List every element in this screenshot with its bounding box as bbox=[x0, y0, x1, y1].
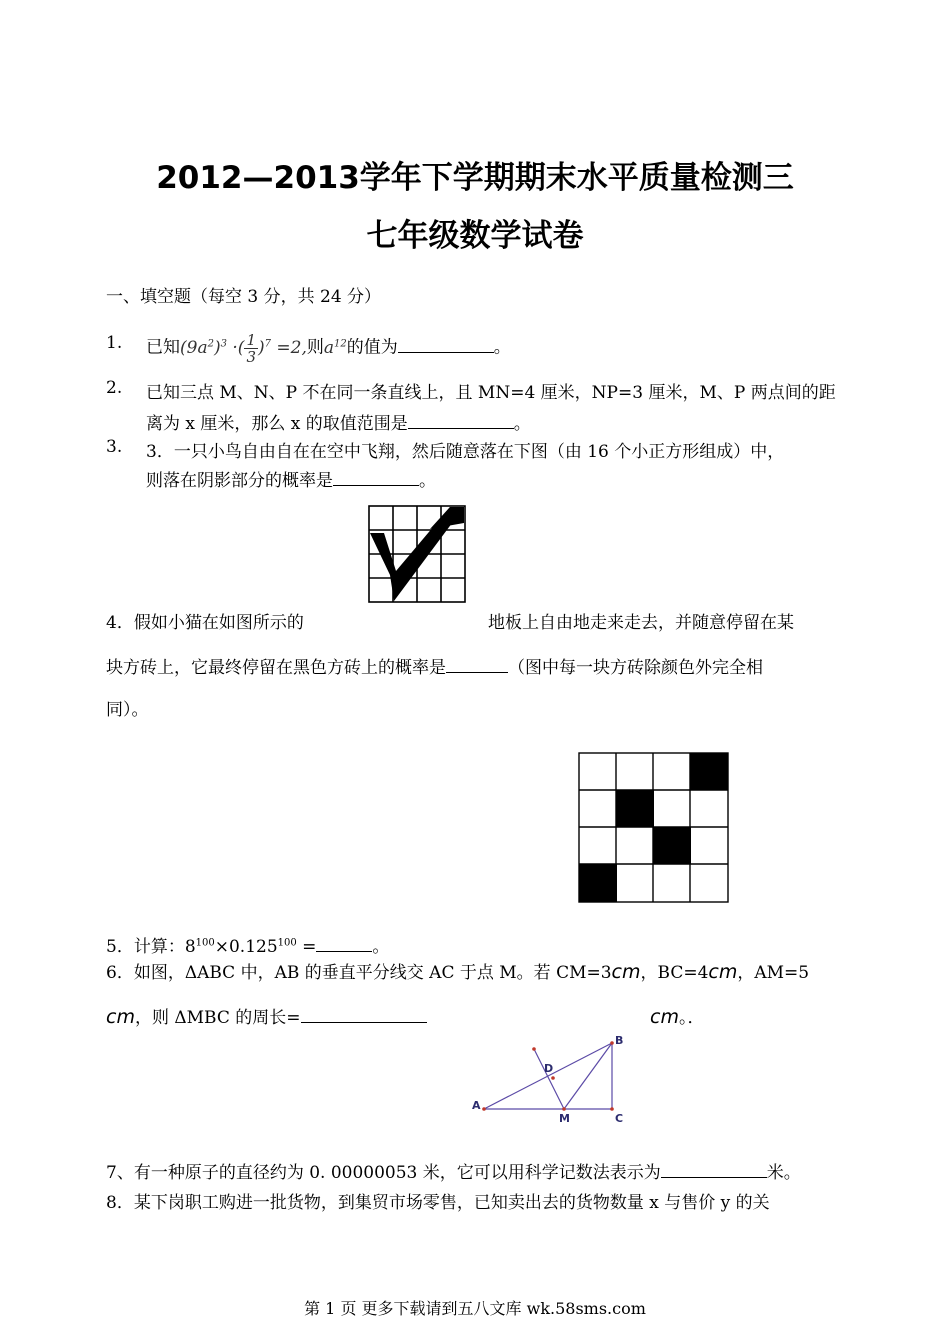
q4-answer-blank bbox=[446, 656, 508, 673]
q1-text: 已知$(9a^2)^3$ ·( $\frac{1}{3})^7 =2$,则$a^{12}$的值为 。 bbox=[146, 330, 511, 366]
q6-line-2: cm，则 ΔMBC 的周长= bbox=[106, 1003, 427, 1028]
q2-number: 2. bbox=[106, 378, 123, 398]
q1-number: 1. bbox=[106, 333, 123, 353]
q7-answer-blank bbox=[661, 1161, 767, 1178]
q3-line-2: 则落在阴影部分的概率是 。 bbox=[146, 471, 436, 491]
q4-tile-figure bbox=[578, 752, 730, 904]
q1-answer-blank bbox=[398, 336, 494, 353]
q3-line-1: 3．一只小鸟自由自在在空中飞翔，然后随意落在下图（由 16 个小正方形组成）中， bbox=[146, 442, 785, 462]
section-heading: 一、填空题（每空 3 分，共 24 分） bbox=[106, 287, 382, 307]
q1-math: $(9a^2)^3$ ·( $\frac{1}{3})^7 =2$, bbox=[180, 330, 307, 366]
q3-shaded-top bbox=[430, 507, 464, 529]
q6-triangle-figure bbox=[468, 1030, 638, 1125]
q6-answer-blank bbox=[301, 1006, 427, 1023]
q3-grid-figure bbox=[368, 505, 466, 603]
q4-black-tile bbox=[616, 790, 654, 827]
q4-black-tile bbox=[579, 864, 617, 902]
q8-line: 8．某下岗职工购进一批货物，到集贸市场零售，已知卖出去的货物数量 x 与售价 y 的关 bbox=[106, 1193, 770, 1213]
q6-label-m: M bbox=[559, 1112, 570, 1125]
q2-line-2: 离为 x 厘米，那么 x 的取值范围是 。 bbox=[146, 414, 531, 434]
q2-line-1: 已知三点 M、N、P 不在同一条直线上，且 MN=4 厘米，NP=3 厘米，M、P 两点间的距 bbox=[146, 383, 836, 403]
q5-answer-blank bbox=[316, 935, 372, 952]
q4-line-1a: 4．假如小猫在如图所示的 bbox=[106, 613, 304, 633]
q4-black-tile bbox=[653, 827, 691, 864]
title-line-1: 2012—2013学年下学期期末水平质量检测三 bbox=[156, 160, 794, 196]
q3-number: 3. bbox=[106, 437, 123, 457]
q6-unit-end: cm。． bbox=[650, 1006, 705, 1028]
title-line-2: 七年级数学试卷 bbox=[366, 218, 584, 254]
q6-line-1: 6．如图，ΔABC 中，AB 的垂直平分线交 AC 于点 M。若 CM=3cm，BC=4cm，AM=5 bbox=[106, 961, 810, 983]
q6-label-b: B bbox=[615, 1034, 624, 1047]
q7-line: 7、有一种原子的直径约为 0. 00000053 米，它可以用科学记数法表示为 米。 bbox=[106, 1163, 801, 1183]
q3-answer-blank bbox=[333, 469, 419, 486]
q6-label-d: D bbox=[544, 1062, 554, 1075]
q1-prefix: 已知 bbox=[146, 337, 180, 358]
q1-fraction: $\frac{1}{3}$ bbox=[246, 330, 256, 366]
q6-label-a: A bbox=[472, 1099, 481, 1112]
q2-answer-blank bbox=[408, 412, 514, 429]
q6-lines bbox=[484, 1043, 612, 1109]
q6-label-c: C bbox=[615, 1112, 624, 1125]
q4-line-3: 同）。 bbox=[106, 700, 149, 720]
q4-line-1b: 地板上自由地走来走去，并随意停留在某 bbox=[488, 613, 794, 633]
q5-line: 5．计算：$8^{100}\times 0.125^{100}$ = 。 bbox=[106, 937, 390, 957]
q4-black-tile bbox=[690, 753, 728, 790]
q4-line-2: 块方砖上，它最终停留在黑色方砖上的概率是 （图中每一块方砖除颜色外完全相 bbox=[106, 658, 763, 678]
page-footer: 第 1 页 更多下载请到五八文库 wk.58sms.com bbox=[304, 1299, 646, 1318]
